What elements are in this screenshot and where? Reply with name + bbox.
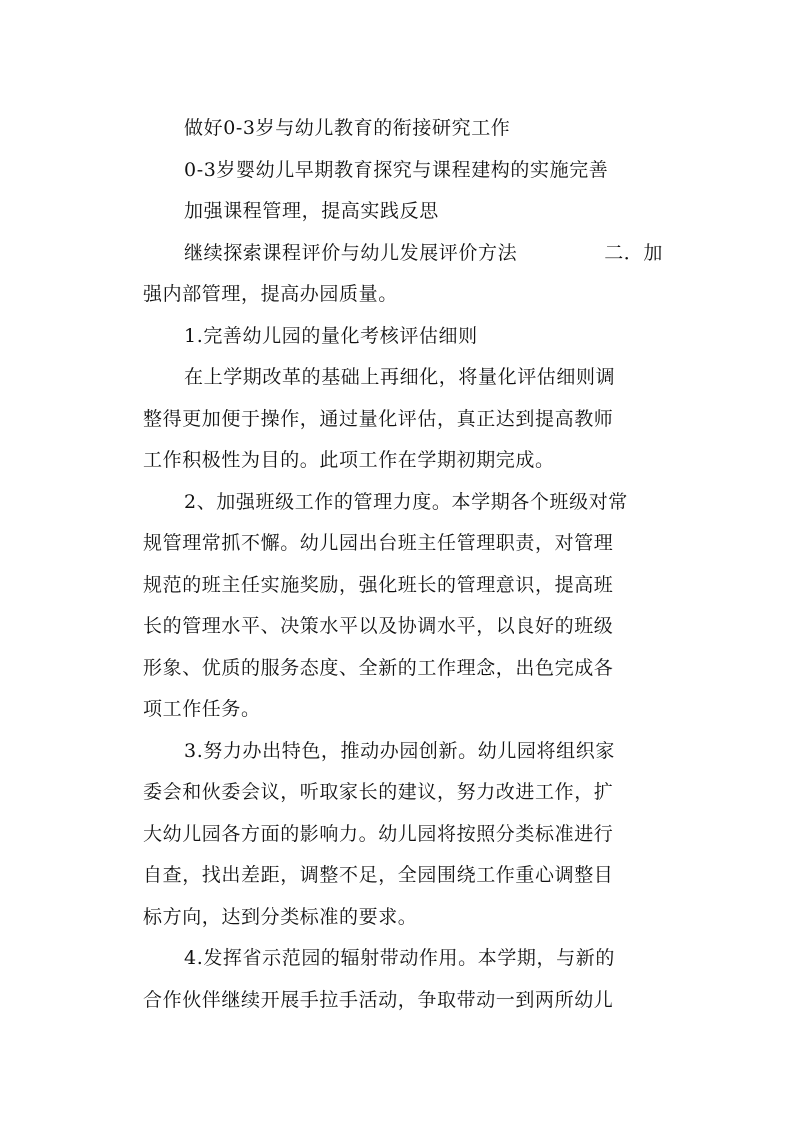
text-line: 4.发挥省示范园的辐射带动作用。本学期，与新的 <box>184 947 615 969</box>
document-body <box>143 108 663 1021</box>
text-line: 3.努力办出特色，推动办园创新。幼儿园将组织家 <box>184 739 615 762</box>
text-line: 项工作任务。 <box>143 698 261 720</box>
text-line: 1.完善幼儿园的量化考核评估细则 <box>184 324 478 347</box>
text-line: 整得更加便于操作，通过量化评估，真正达到提高教师 <box>143 407 614 430</box>
text-line-mixed <box>143 233 663 275</box>
text-line: 标方向，达到分类标准的要求。 <box>143 905 418 928</box>
text-line: 大幼儿园各方面的影响力。幼儿园将按照分类标准进行 <box>143 822 614 845</box>
text-line: 2、加强班级工作的管理力度。本学期各个班级对常 <box>184 490 628 513</box>
text-line: 合作伙伴继续开展手拉手活动，争取带动一到两所幼儿 <box>143 988 614 1011</box>
text-fragment: 继续探索课程评价与幼儿发展评价方法 <box>184 241 518 264</box>
text-line: 0-3岁婴幼儿早期教育探究与课程建构的实施完善 <box>184 158 609 181</box>
text-line: 在上学期改革的基础上再细化，将量化评估细则调 <box>184 366 616 388</box>
text-line: 工作积极性为目的。此项工作在学期初期完成。 <box>143 449 555 471</box>
text-line: 做好0-3岁与幼儿教育的衔接研究工作 <box>184 117 511 139</box>
text-line: 形象、优质的服务态度、全新的工作理念，出色完成各 <box>143 656 614 679</box>
text-line: 加强课程管理，提高实践反思 <box>184 200 439 222</box>
text-line: 规管理常抓不懈。幼儿园出台班主任管理职责，对管理 <box>143 532 614 554</box>
text-line: 长的管理水平、决策水平以及协调水平，以良好的班级 <box>143 615 614 637</box>
text-line: 委会和伙委会议，听取家长的建议，努力改进工作，扩 <box>143 781 614 803</box>
section-heading-continuation: 强内部管理，提高办园质量。 <box>143 283 398 305</box>
text-line: 自查，找出差距，调整不足，全园围绕工作重心调整目 <box>143 864 614 886</box>
text-line: 规范的班主任实施奖励，强化班长的管理意识，提高班 <box>143 573 614 596</box>
section-heading-fragment: 二．加 <box>604 241 663 264</box>
